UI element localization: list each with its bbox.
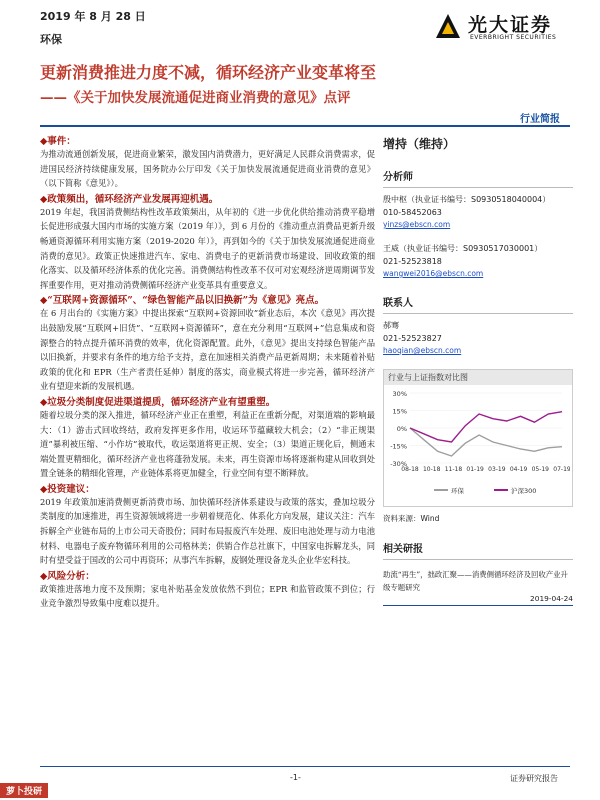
analyst-email-link[interactable]: yinzs@ebscn.com [383, 220, 451, 229]
analyst-name: 殷中枢（执业证书编号：S0930518040004） [383, 195, 551, 204]
y-tick-label: -15% [390, 442, 407, 451]
brand-logo [434, 10, 564, 44]
section-heading: ◆政策频出，循环经济产业发展再迎机遇。 [40, 193, 219, 205]
analyst-phone: 010-58452063 [383, 208, 442, 217]
main-column [40, 133, 375, 611]
analyst-email-link[interactable]: wangwei2016@ebscn.com [383, 269, 484, 278]
report-type: 行业简报 [520, 114, 560, 125]
footer-divider [40, 766, 570, 767]
section-heading: ◆事件： [40, 136, 76, 147]
section-waste-sorting [40, 394, 375, 481]
divider [383, 187, 573, 188]
legend-label: 环保 [451, 487, 464, 495]
y-tick-label: 15% [392, 407, 407, 416]
sector-label: 环保 [40, 33, 62, 46]
comparison-chart [383, 369, 573, 507]
related-report-link[interactable]: 助流“再生”，拙政汇聚——消费侧循环经济及回收产业升级专题研究 [383, 570, 568, 592]
related-report-date: 2019-04-24 [383, 594, 573, 606]
contact-name: 郝骞 [383, 321, 399, 330]
brand-name-cn: 光大证券 [468, 14, 553, 36]
report-date: 2019 年 8 月 28 日 [40, 10, 146, 23]
series-line [410, 412, 562, 442]
divider [383, 559, 573, 560]
watermark-badge: 萝卜投研 [0, 783, 48, 798]
section-highlights [40, 292, 375, 394]
section-paragraph: 政策推进落地力度不及预期；家电补贴基金发放依然不到位；EPR 和监管政策不到位；行业竞争激烈导致集中度难以提升。 [40, 583, 375, 609]
series-line [410, 428, 562, 456]
section-risk [40, 568, 375, 611]
section-paragraph: 为推动流通创新发展，促进商业繁荣，激发国内消费潜力，更好满足人民群众消费需求，促进国民经济持续健康发展，国务院办公厅印发《关于加快发展流通促进商业消费的意见》（以下简称《意见》）。 [40, 149, 375, 189]
contact-phone: 021-52523827 [383, 334, 442, 343]
section-heading: ◆“互联网+资源循环”、“绿色智能产品以旧换新”为《意见》亮点。 [40, 295, 325, 307]
y-tick-label: 30% [392, 390, 407, 398]
section-paragraph: 随着垃圾分类的深入推进，循环经济产业正在重塑，利益正在重新分配，对渠道端的影响最大：（1）游击式回收终结，政府发挥更多作用，收运环节蕴藏较大机会；（2）“非正规渠道”暴利被压缩、“小作坊”被取代，收运渠道将更正规、安全；（3）渠道正规化后，侧通末端处置更精细化，循环经济产业也将蓬勃发展。未来，再生资源市场将逐渐构建从回收到处置全链条的精细化管理，产业链体系将更加健全，行业空间有望不断释放。 [40, 409, 375, 479]
section-event [40, 133, 375, 191]
analyst-heading: 分析师 [383, 172, 413, 183]
contact-email-link[interactable]: haoqian@ebscn.com [383, 346, 462, 355]
section-paragraph: 在 6 月出台的《实施方案》中提出探索“互联网+资源回收”新业态后，本次《意见》再次提出鼓励发展“互联网+旧货”、“互联网+资源循环”，意在充分利用“互联网+”信息集成和资源整合的特点提升循环消费的效率，优化资源配置。此外，《意见》提出支持绿色智能产品以旧换新，并要求有条件的地方给予支持，意在加速相关消费产品更新周期；未来随着补贴政策的优化和 EPR（生产者责任延伸）制度的落实，商业模式将进一步完善，循环经济产业有望迎来新的发展机遇。 [40, 308, 375, 392]
rating-label: 增持（维持） [383, 137, 456, 151]
line-chart [384, 385, 570, 503]
analyst-name: 王威（执业证书编号：S0930517030001） [383, 244, 543, 253]
section-heading: ◆垃圾分类制度促进渠道提质，循环经济产业有望重塑。 [40, 396, 276, 408]
sidebar [383, 133, 573, 606]
section-investment [40, 481, 375, 568]
analyst-phone: 021-52523818 [383, 257, 442, 266]
brand-logo-icon [434, 12, 462, 40]
page-number: -1- [290, 773, 301, 782]
y-tick-label: 0% [396, 425, 407, 433]
related-heading: 相关研报 [383, 544, 423, 555]
brand-name-en: EVERBRIGHT SECURITIES [470, 34, 557, 41]
x-tick-label: 04-19 [509, 466, 528, 473]
section-paragraph: 2019 年政策加速消费侧更新消费市场、加快循环经济体系建设与政策的落实，叠加垃圾分类制度的加速推进，再生资源领域将进一步朝着规范化、体系化方向发展，建议关注：汽车拆解全产业链布局的上市公司天奇股份；同时布局报废汽车处理、废旧电池处理与动力电池材料、电器电子废弃物循环利用的公司格林美；供销合作总社旗下，中国家电拆解龙头，同时有望受益于国改的公司中再资环；从事汽车拆解，废钢处理设备龙头企业华宏科技。 [40, 496, 375, 566]
page-title: 更新消费推进力度不减，循环经济产业变革将至 [40, 63, 377, 82]
page-subtitle: ——《关于加快发展流通促进商业消费的意见》点评 [40, 90, 351, 106]
divider [383, 313, 573, 314]
footer-note: 证券研究报告 [510, 774, 558, 783]
x-tick-label: 11-18 [444, 466, 463, 473]
section-heading: ◆投资建议： [40, 483, 95, 495]
section-policy [40, 191, 375, 293]
contact-heading: 联系人 [383, 298, 413, 309]
x-tick-label: 03-19 [488, 466, 506, 473]
section-heading: ◆风险分析： [40, 570, 95, 582]
header-divider [40, 125, 570, 127]
chart-title: 行业与上证指数对比图 [384, 370, 572, 385]
y-tick-label: -30% [390, 460, 407, 468]
chart-source: 资料来源：Wind [383, 514, 440, 523]
section-paragraph: 2019 年起，我国消费侧结构性改革政策频出，从年初的《进一步优化供给推动消费平稳增长促进形成强大国内市场的实施方案（2019 年）》，到 6 月份的《推动重点消费品更新升级 畅通资源循环利用实施方案（2019-2020 年）》，再到如今的《关于加快发展流通促进商业消费的意见》。政策正快速推进汽车、家电、消费电子的更新消费市场建设、回收政策的细化落实、以及循环经济体系的优化完善。消费侧结构性改革不仅可对宏观经济逆周期调节发挥重要作用，更对推动消费侧循环经济产业变革具有重要意义。 [40, 206, 375, 290]
x-tick-label: 05-19 [531, 466, 550, 473]
x-tick-label: 07-19 [553, 466, 570, 473]
x-tick-label: 01-19 [466, 466, 484, 473]
legend-label: 沪深300 [511, 487, 537, 495]
x-tick-label: 08-18 [401, 466, 419, 473]
x-tick-label: 10-18 [422, 466, 441, 473]
